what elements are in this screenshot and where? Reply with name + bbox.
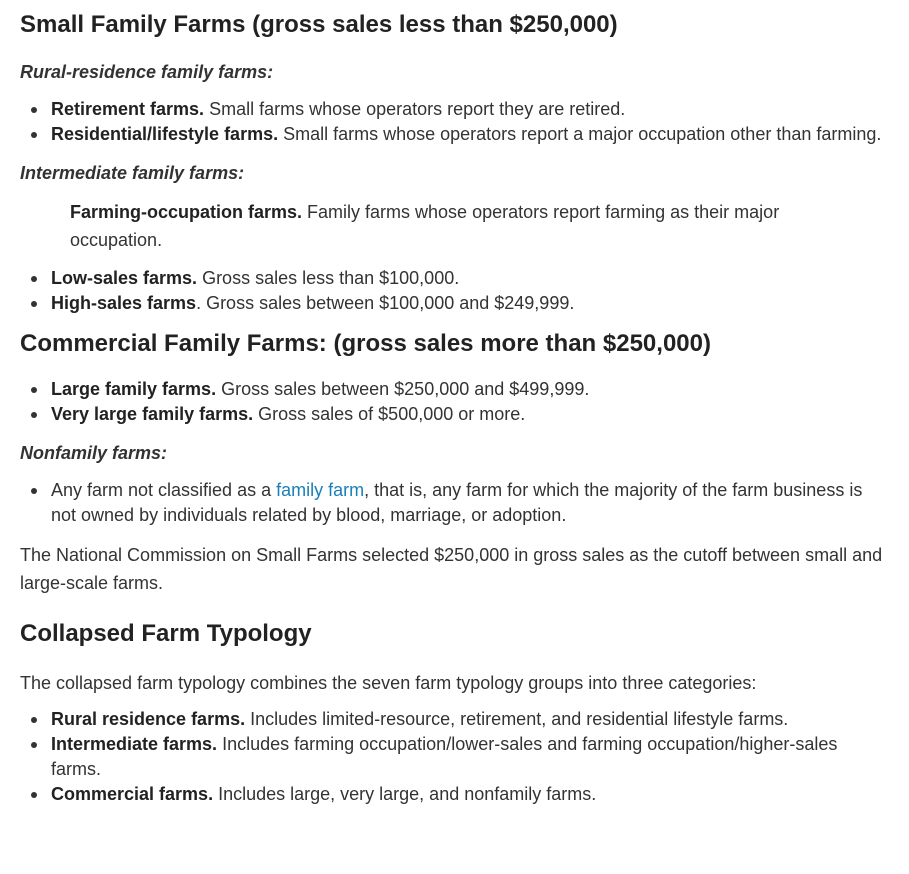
term-intermediate-farms: Intermediate farms.: [51, 734, 218, 754]
list-item: [51, 402, 889, 427]
subheading-rural-residence: Rural-residence family farms:: [20, 62, 274, 82]
term-very-large-family-farms: Very large family farms.: [51, 404, 254, 424]
list-item: [51, 732, 889, 782]
term-farming-occupation-farms: Farming-occupation farms.: [70, 202, 303, 222]
collapsed-intro: The collapsed farm typology combines the seven farm typology groups into three categories:: [20, 673, 757, 693]
term-rural-residence-farms: Rural residence farms.: [51, 709, 246, 729]
rural-residence-list: [20, 97, 889, 147]
intermediate-list: [20, 266, 889, 316]
definition-text: Small farms whose operators report a major occupation other than farming.: [278, 124, 882, 144]
definition-text: . Gross sales between $100,000 and $249,999.: [196, 293, 575, 313]
definition-text: Gross sales of $500,000 or more.: [253, 404, 526, 424]
closing-paragraph: The National Commission on Small Farms selected $250,000 in gross sales as the cutoff between small and large-scale farms.: [20, 545, 883, 593]
subheading-nonfamily: Nonfamily farms:: [20, 443, 168, 463]
term-large-family-farms: Large family farms.: [51, 379, 217, 399]
definition-text: Gross sales between $250,000 and $499,999.: [216, 379, 590, 399]
collapsed-list: [20, 707, 889, 807]
heading-commercial-family-farms: Commercial Family Farms: (gross sales more than $250,000): [20, 330, 711, 357]
term-commercial-farms: Commercial farms.: [51, 784, 214, 804]
definition-text: Small farms whose operators report they are retired.: [204, 99, 626, 119]
list-item: [51, 122, 889, 147]
heading-collapsed-farm-typology: Collapsed Farm Typology: [20, 620, 312, 647]
list-item: [51, 478, 889, 528]
nonfamily-text-after: , that is, any farm for which the majority of the farm business is not owned by individuals related by blood, marriage, or adoption.: [51, 480, 863, 525]
term-low-sales-farms: Low-sales farms.: [51, 268, 198, 288]
family-farm-link[interactable]: family farm: [276, 480, 365, 500]
definition-text: Gross sales less than $100,000.: [197, 268, 460, 288]
definition-text: Includes farming occupation/lower-sales and farming occupation/higher-sales farms.: [51, 734, 838, 779]
list-item: [51, 782, 889, 807]
nonfamily-list: [20, 478, 889, 528]
list-item: [51, 291, 889, 316]
subheading-intermediate: Intermediate family farms:: [20, 163, 245, 183]
definition-text: Includes limited-resource, retirement, and residential lifestyle farms.: [245, 709, 789, 729]
term-retirement-farms: Retirement farms.: [51, 99, 205, 119]
definition-text: Family farms whose operators report farming as their major occupation.: [70, 202, 780, 250]
nonfamily-text-before: Any farm not classified as a: [51, 480, 277, 500]
definition-text: Includes large, very large, and nonfamily farms.: [213, 784, 597, 804]
list-item: [51, 97, 889, 122]
list-item: [51, 266, 889, 291]
list-item: [51, 707, 889, 732]
term-residential-lifestyle-farms: Residential/lifestyle farms.: [51, 124, 279, 144]
term-high-sales-farms: High-sales farms: [51, 293, 197, 313]
farming-occupation-note: [20, 198, 830, 254]
heading-small-family-farms: Small Family Farms (gross sales less than $250,000): [20, 11, 618, 38]
list-item: [51, 377, 889, 402]
commercial-list: [20, 377, 889, 427]
